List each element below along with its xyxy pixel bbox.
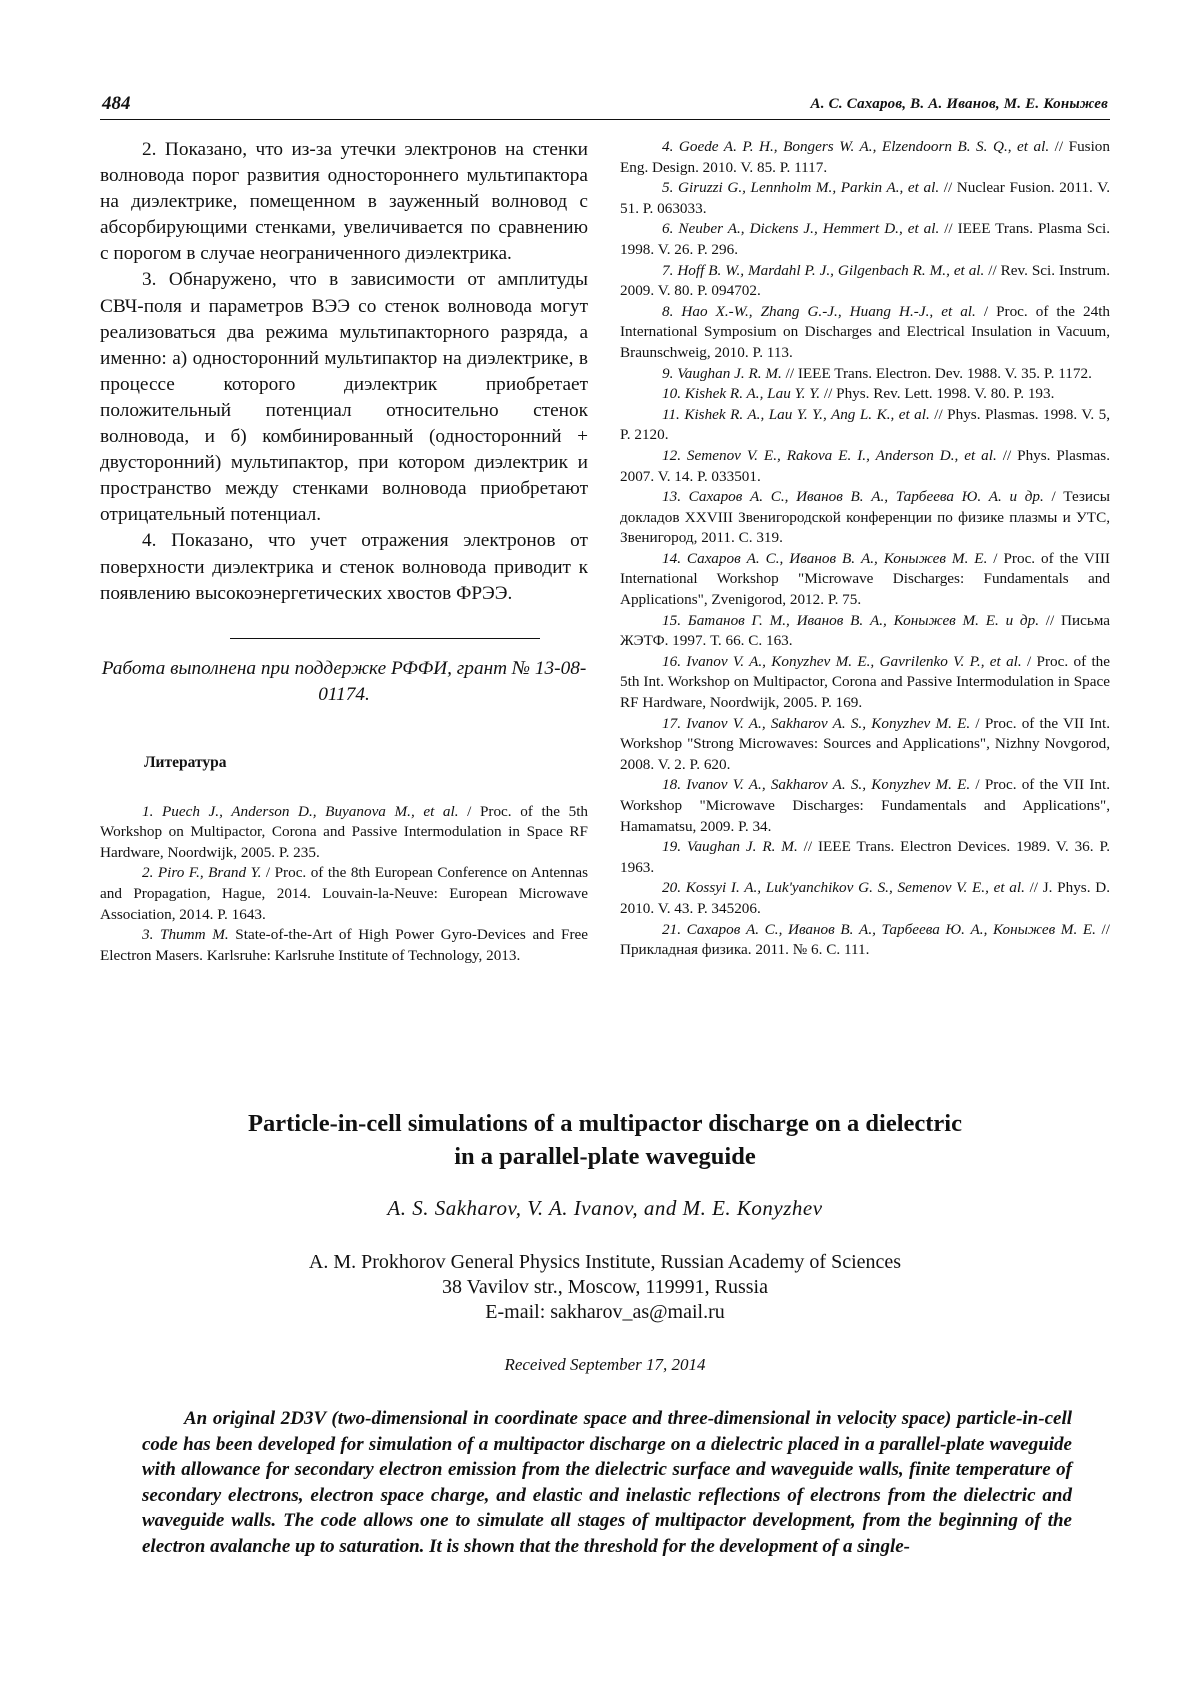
received-date: Received September 17, 2014	[504, 1355, 706, 1374]
conclusion-paragraph: 3. Обнаружено, что в зависимости от амплитуды СВЧ-поля и параметров ВЭЭ со стенок волновода могут реализоваться два режима мультипакторного разряда, а именно: а) односторонний мультипактор на диэлектрике, в процессе которого диэлектрик приобретает положительный потенциал относительно стенок волновода, и б) комбинированный (односторонний + двусторонний) мультипактор, при котором диэлектрик и пространство между стенками волновода приобретают отрицательный потенциал.	[100, 269, 588, 526]
reference-item: 17. Ivanov V. A., Sakharov A. S., Konyzhev M. E. / Proc. of the VII Int. Workshop "Strong Microwaves: Sources and Applications", Nizhny Novgorod, 2008. V. 2. P. 620.	[620, 714, 1110, 773]
affiliation	[120, 1250, 1090, 1325]
reference-item: 7. Hoff B. W., Mardahl P. J., Gilgenbach R. M., et al. // Rev. Sci. Instrum. 2009. V. 80. P. 094702.	[620, 261, 1111, 300]
reference-item: 5. Giruzzi G., Lennholm M., Parkin A., et al. // Nuclear Fusion. 2011. V. 51. P. 063033.	[620, 179, 1111, 217]
reference-item: 18. Ivanov V. A., Sakharov A. S., Konyzhev M. E. / Proc. of the VII Int. Workshop "Microwave Discharges: Fundamentals and Applications", Hamamatsu, 2009. P. 34.	[620, 776, 1110, 835]
reference-item: 11. Kishek R. A., Lau Y. Y., Ang L. K., et al. // Phys. Plasmas. 1998. V. 5, P. 2120.	[620, 405, 1111, 444]
title-line: in a parallel-plate waveguide	[454, 1143, 756, 1170]
reference-item: 21. Сахаров А. С., Иванов В. А., Тарбеева Ю. А., Коныжев М. Е. // Прикладная физика. 2011. № 6. С. 111.	[620, 920, 1110, 959]
reference-item: 20. Kossyi I. A., Luk'yanchikov G. S., Semenov V. E., et al. // J. Phys. D. 2010. V. 43. P. 345206.	[620, 879, 1110, 917]
reference-item: 14. Сахаров А. С., Иванов В. А., Коныжев М. Е. / Proc. of the VIII International Workshop "Microwave Discharges: Fundamentals and Applications", Zvenigorod, 2012. P. 75.	[620, 549, 1110, 609]
english-title	[120, 1107, 1090, 1173]
title-line: Particle-in-cell simulations of a multipactor discharge on a dielectric	[247, 1110, 962, 1137]
affiliation-line: A. M. Prokhorov General Physics Institute, Russian Academy of Sciences	[308, 1251, 902, 1273]
reference-item: 8. Hao X.-W., Zhang G.-J., Huang H.-J., et al. / Proc. of the 24th International Symposium on Discharges and Electrical Insulation in Vacuum, Braunschweig, 2010. P. 113.	[620, 302, 1111, 361]
grant-acknowledgement: Работа выполнена при поддержке РФФИ, грант № 13-08-01174.	[101, 657, 587, 705]
english-abstract: An original 2D3V (two-dimensional in coordinate space and three-dimensional in velocity space) particle-in-cell code has been developed for simulation of a multipactor discharge on a dielectric placed in a parallel-plate waveguide with allowance for secondary electron emission from the dielectric surface and waveguide walls, finite temperature of secondary electrons, electron space charge, and elastic and inelastic reflections of electrons from the dielectric and waveguide walls. The code allows one to simulate all stages of multipactor development, from the beginning of the electron avalanche up to saturation. It is shown that the threshold for the development of a single-	[142, 1408, 1072, 1557]
conclusion-paragraph: 4. Показано, что учет отражения электронов от поверхности диэлектрика и стенок волновода приводит к появлению высокоэнергетических хвостов ФРЭЭ.	[100, 530, 588, 604]
reference-item: 12. Semenov V. E., Rakova E. I., Anderson D., et al. // Phys. Plasmas. 2007. V. 14. P. 033501.	[620, 446, 1110, 485]
reference-list-right	[620, 137, 1110, 961]
reference-item: 3. Thumm M. State-of-the-Art of High Power Gyro-Devices and Free Electron Masers. Karlsruhe: Karlsruhe Institute of Technology, 2013.	[100, 926, 588, 964]
conclusion-paragraph: 2. Показано, что из-за утечки электронов на стенки волновода порог развития одностороннего мультипактора на диэлектрике, помещенном в зауженный волновод с абсорбирующими стенками, увеличивается по сравнению с порогом в случае неограниченного диэлектрика.	[100, 139, 588, 265]
running-head: А. С. Сахаров, В. А. Иванов, М. Е. Коныжев	[810, 96, 1108, 112]
reference-item: 6. Neuber A., Dickens J., Hemmert D., et al. // IEEE Trans. Plasma Sci. 1998. V. 26. P. 296.	[620, 220, 1110, 258]
reference-list-left	[100, 802, 588, 967]
reference-item: 2. Piro F., Brand Y. / Proc. of the 8th European Conference on Antennas and Propagation, Hague, 2014. Louvain-la-Neuve: European Microwave Association, 2014. P. 1643.	[100, 864, 589, 923]
literature-heading: Литература	[144, 753, 227, 771]
left-column	[100, 137, 588, 966]
email-line: E-mail: sakharov_as@mail.ru	[485, 1301, 725, 1323]
page-header	[100, 91, 1110, 120]
reference-item: 4. Goede A. P. H., Bongers W. A., Elzendoorn B. S. Q., et al. // Fusion Eng. Design. 2010. V. 85. P. 1117.	[620, 138, 1110, 176]
reference-item: 1. Puech J., Anderson D., Buyanova M., et al. / Proc. of the 5th Workshop on Multipactor, Corona and Passive Intermodulation in Space RF Hardware, Noordwijk, 2005. P. 235.	[100, 802, 589, 861]
reference-item: 19. Vaughan J. R. M. // IEEE Trans. Electron Devices. 1989. V. 36. P. 1963.	[620, 838, 1111, 876]
affiliation-line: 38 Vavilov str., Moscow, 119991, Russia	[442, 1276, 768, 1298]
reference-item: 15. Батанов Г. М., Иванов В. А., Коныжев М. Е. и др. // Письма ЖЭТФ. 1997. Т. 66. С. 163.	[620, 611, 1110, 650]
reference-item: 13. Сахаров А. С., Иванов В. А., Тарбеева Ю. А. и др. / Тезисы докладов XXVIII Звенигородской конференции по физике плазмы и УТС, Звенигород, 2011. С. 319.	[620, 488, 1110, 547]
reference-item: 16. Ivanov V. A., Konyzhev M. E., Gavrilenko V. P., et al. / Proc. of the 5th Int. Workshop on Multipactor, Corona and Passive Intermodulation in Space RF Hardware, Noordwijk, 2005. P. 169.	[620, 652, 1110, 712]
page-number: 484	[102, 93, 131, 114]
reference-item: 9. Vaughan J. R. M. // IEEE Trans. Electron. Dev. 1988. V. 35. P. 1172.	[662, 364, 1092, 382]
english-authors: A. S. Sakharov, V. A. Ivanov, and M. E. Konyzhev	[387, 1196, 823, 1220]
reference-item: 10. Kishek R. A., Lau Y. Y. // Phys. Rev. Lett. 1998. V. 80. P. 193.	[662, 385, 1055, 403]
divider	[230, 638, 540, 639]
